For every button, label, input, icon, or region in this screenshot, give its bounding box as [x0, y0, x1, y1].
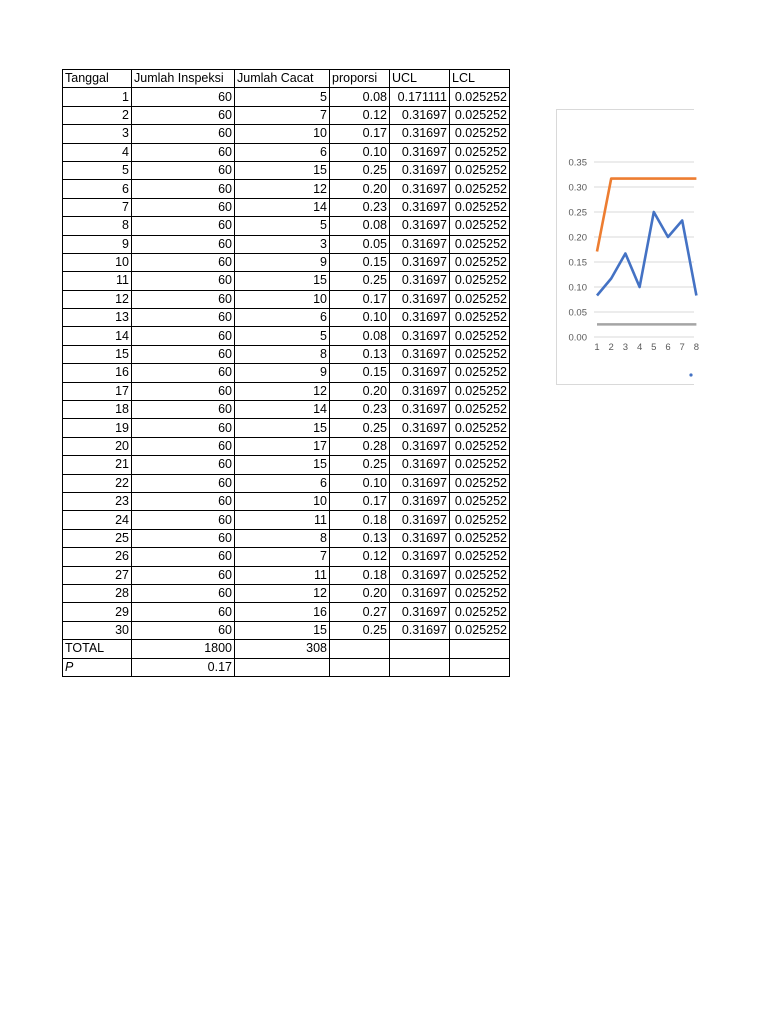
table-row: [63, 143, 510, 161]
header-lcl[interactable]: LCL: [450, 70, 510, 88]
cell-jumlah-inspeksi[interactable]: 60: [132, 474, 235, 492]
cell-tanggal[interactable]: 5: [63, 161, 132, 179]
cell-tanggal[interactable]: 17: [63, 382, 132, 400]
x-tick-label: 2: [608, 342, 614, 353]
cell-ucl[interactable]: 0.31697: [390, 603, 450, 621]
cell-empty[interactable]: [330, 640, 390, 658]
cell-jumlah-cacat[interactable]: 6: [235, 474, 330, 492]
control-chart[interactable]: [556, 109, 700, 385]
cell-tanggal[interactable]: 21: [63, 456, 132, 474]
cell-lcl[interactable]: 0.025252: [450, 253, 510, 271]
y-tick-label: 0.15: [568, 257, 587, 269]
cell-lcl[interactable]: 0.025252: [450, 548, 510, 566]
cell-ucl[interactable]: 0.31697: [390, 511, 450, 529]
chart-canvas: [557, 110, 700, 384]
cell-jumlah-cacat[interactable]: 7: [235, 548, 330, 566]
cell-jumlah-inspeksi[interactable]: 60: [132, 290, 235, 308]
header-proporsi[interactable]: proporsi: [330, 70, 390, 88]
table-row: [63, 529, 510, 547]
cell-jumlah-cacat[interactable]: 5: [235, 88, 330, 106]
cell-ucl[interactable]: 0.31697: [390, 364, 450, 382]
table-row: [63, 456, 510, 474]
cell-ucl[interactable]: 0.31697: [390, 492, 450, 510]
total-cacat[interactable]: 308: [235, 640, 330, 658]
p-value[interactable]: 0.17: [132, 658, 235, 676]
cell-tanggal[interactable]: 19: [63, 419, 132, 437]
cell-jumlah-inspeksi[interactable]: 60: [132, 88, 235, 106]
table-row: [63, 125, 510, 143]
cell-tanggal[interactable]: 8: [63, 217, 132, 235]
cell-tanggal[interactable]: 16: [63, 364, 132, 382]
x-tick-label: 3: [622, 342, 629, 353]
cell-tanggal[interactable]: 23: [63, 492, 132, 510]
table-row: [63, 382, 510, 400]
cell-proporsi[interactable]: 0.25: [330, 419, 390, 437]
cell-jumlah-cacat[interactable]: 7: [235, 106, 330, 124]
cell-lcl[interactable]: 0.025252: [450, 161, 510, 179]
cell-jumlah-inspeksi[interactable]: 60: [132, 529, 235, 547]
cell-empty[interactable]: [390, 640, 450, 658]
cell-jumlah-inspeksi[interactable]: 60: [132, 180, 235, 198]
cell-proporsi[interactable]: 0.27: [330, 603, 390, 621]
cell-jumlah-cacat[interactable]: 15: [235, 272, 330, 290]
cell-tanggal[interactable]: 13: [63, 309, 132, 327]
x-tick-label: 5: [651, 342, 657, 353]
cell-proporsi[interactable]: 0.20: [330, 180, 390, 198]
table-row: [63, 198, 510, 216]
cell-jumlah-inspeksi[interactable]: 60: [132, 548, 235, 566]
cell-proporsi[interactable]: 0.12: [330, 548, 390, 566]
cell-jumlah-inspeksi[interactable]: 60: [132, 584, 235, 602]
table-row: [63, 327, 510, 345]
y-tick-label: 0.25: [568, 207, 587, 219]
cell-jumlah-cacat[interactable]: 15: [235, 456, 330, 474]
cell-proporsi[interactable]: 0.23: [330, 401, 390, 419]
cell-lcl[interactable]: 0.025252: [450, 511, 510, 529]
cell-jumlah-inspeksi[interactable]: 60: [132, 143, 235, 161]
cell-lcl[interactable]: 0.025252: [450, 198, 510, 216]
table-row: [63, 272, 510, 290]
x-tick-label: 7: [679, 342, 685, 353]
cell-ucl[interactable]: 0.31697: [390, 382, 450, 400]
cell-proporsi[interactable]: 0.25: [330, 621, 390, 639]
cell-tanggal[interactable]: 24: [63, 511, 132, 529]
cell-ucl[interactable]: 0.31697: [390, 143, 450, 161]
cell-lcl[interactable]: 0.025252: [450, 419, 510, 437]
y-tick-label: 0.00: [568, 332, 587, 344]
cell-jumlah-cacat[interactable]: 10: [235, 492, 330, 510]
cell-ucl[interactable]: 0.31697: [390, 290, 450, 308]
cell-jumlah-cacat[interactable]: 12: [235, 584, 330, 602]
cell-proporsi[interactable]: 0.25: [330, 456, 390, 474]
cell-lcl[interactable]: 0.025252: [450, 437, 510, 455]
cell-jumlah-inspeksi[interactable]: 60: [132, 272, 235, 290]
cell-empty[interactable]: [235, 658, 330, 676]
cell-jumlah-cacat[interactable]: 11: [235, 511, 330, 529]
cell-jumlah-inspeksi[interactable]: 60: [132, 309, 235, 327]
cell-lcl[interactable]: 0.025252: [450, 143, 510, 161]
cell-lcl[interactable]: 0.025252: [450, 529, 510, 547]
cell-jumlah-inspeksi[interactable]: 60: [132, 235, 235, 253]
cell-ucl[interactable]: 0.31697: [390, 456, 450, 474]
cell-tanggal[interactable]: 3: [63, 125, 132, 143]
table-row: [63, 106, 510, 124]
cell-proporsi[interactable]: 0.18: [330, 566, 390, 584]
cell-proporsi[interactable]: 0.13: [330, 345, 390, 363]
table-row: [63, 364, 510, 382]
cell-jumlah-inspeksi[interactable]: 60: [132, 125, 235, 143]
cell-lcl[interactable]: 0.025252: [450, 327, 510, 345]
cell-jumlah-cacat[interactable]: 9: [235, 364, 330, 382]
header-ucl[interactable]: UCL: [390, 70, 450, 88]
cell-proporsi[interactable]: 0.10: [330, 309, 390, 327]
cell-tanggal[interactable]: 20: [63, 437, 132, 455]
p-label[interactable]: P: [63, 658, 132, 676]
cell-empty[interactable]: [390, 658, 450, 676]
cell-proporsi[interactable]: 0.08: [330, 217, 390, 235]
cell-jumlah-inspeksi[interactable]: 60: [132, 364, 235, 382]
cell-proporsi[interactable]: 0.08: [330, 327, 390, 345]
cell-proporsi[interactable]: 0.10: [330, 474, 390, 492]
table-row: [63, 290, 510, 308]
cell-lcl[interactable]: 0.025252: [450, 272, 510, 290]
table-row: [63, 548, 510, 566]
cell-jumlah-inspeksi[interactable]: 60: [132, 603, 235, 621]
cell-proporsi[interactable]: 0.25: [330, 161, 390, 179]
cell-jumlah-cacat[interactable]: 5: [235, 217, 330, 235]
table-row: [63, 621, 510, 639]
cell-jumlah-cacat[interactable]: 6: [235, 143, 330, 161]
cell-jumlah-cacat[interactable]: 6: [235, 309, 330, 327]
table-row: [63, 161, 510, 179]
cell-proporsi[interactable]: 0.23: [330, 198, 390, 216]
cell-ucl[interactable]: 0.31697: [390, 125, 450, 143]
cell-proporsi[interactable]: 0.20: [330, 382, 390, 400]
cell-jumlah-cacat[interactable]: 14: [235, 198, 330, 216]
cell-proporsi[interactable]: 0.17: [330, 125, 390, 143]
cell-lcl[interactable]: 0.025252: [450, 180, 510, 198]
table-row: [63, 566, 510, 584]
cell-jumlah-inspeksi[interactable]: 60: [132, 511, 235, 529]
table-row: [63, 603, 510, 621]
cell-lcl[interactable]: 0.025252: [450, 290, 510, 308]
cell-jumlah-cacat[interactable]: 3: [235, 235, 330, 253]
x-tick-label: 6: [665, 342, 671, 353]
cell-proporsi[interactable]: 0.17: [330, 492, 390, 510]
cell-ucl[interactable]: 0.31697: [390, 529, 450, 547]
cell-ucl[interactable]: 0.31697: [390, 198, 450, 216]
cell-jumlah-cacat[interactable]: 10: [235, 125, 330, 143]
cell-tanggal[interactable]: 29: [63, 603, 132, 621]
cell-proporsi[interactable]: 0.13: [330, 529, 390, 547]
cell-jumlah-cacat[interactable]: 8: [235, 529, 330, 547]
cell-ucl[interactable]: 0.31697: [390, 180, 450, 198]
legend-marker: [689, 373, 692, 376]
cell-ucl[interactable]: 0.31697: [390, 327, 450, 345]
table-row: [63, 309, 510, 327]
cell-proporsi[interactable]: 0.10: [330, 143, 390, 161]
table-row: [63, 437, 510, 455]
cell-ucl[interactable]: 0.31697: [390, 345, 450, 363]
cell-jumlah-cacat[interactable]: 12: [235, 382, 330, 400]
cell-lcl[interactable]: 0.025252: [450, 217, 510, 235]
table-row: [63, 419, 510, 437]
cell-jumlah-inspeksi[interactable]: 60: [132, 217, 235, 235]
cell-ucl[interactable]: 0.31697: [390, 309, 450, 327]
table-row: [63, 584, 510, 602]
cell-lcl[interactable]: 0.025252: [450, 584, 510, 602]
cell-jumlah-inspeksi[interactable]: 60: [132, 253, 235, 271]
cell-proporsi[interactable]: 0.15: [330, 253, 390, 271]
cell-jumlah-cacat[interactable]: 5: [235, 327, 330, 345]
cell-tanggal[interactable]: 6: [63, 180, 132, 198]
cell-tanggal[interactable]: 1: [63, 88, 132, 106]
y-tick-label: 0.20: [568, 232, 587, 244]
cell-proporsi[interactable]: 0.08: [330, 88, 390, 106]
cell-jumlah-cacat[interactable]: 9: [235, 253, 330, 271]
cell-jumlah-inspeksi[interactable]: 60: [132, 327, 235, 345]
cell-tanggal[interactable]: 9: [63, 235, 132, 253]
cell-jumlah-inspeksi[interactable]: 60: [132, 382, 235, 400]
cell-jumlah-inspeksi[interactable]: 60: [132, 492, 235, 510]
cell-lcl[interactable]: 0.025252: [450, 106, 510, 124]
x-tick-label: 4: [636, 342, 643, 353]
p-row: [63, 658, 510, 676]
cell-jumlah-inspeksi[interactable]: 60: [132, 419, 235, 437]
cell-jumlah-cacat[interactable]: 15: [235, 621, 330, 639]
cell-tanggal[interactable]: 27: [63, 566, 132, 584]
y-tick-label: 0.05: [568, 307, 587, 319]
table-row: [63, 180, 510, 198]
cell-tanggal[interactable]: 7: [63, 198, 132, 216]
cell-tanggal[interactable]: 22: [63, 474, 132, 492]
cell-tanggal[interactable]: 15: [63, 345, 132, 363]
cell-lcl[interactable]: 0.025252: [450, 125, 510, 143]
cell-jumlah-cacat[interactable]: 10: [235, 290, 330, 308]
cell-tanggal[interactable]: 4: [63, 143, 132, 161]
cell-proporsi[interactable]: 0.17: [330, 290, 390, 308]
cell-lcl[interactable]: 0.025252: [450, 88, 510, 106]
table-row: [63, 474, 510, 492]
cell-tanggal[interactable]: 14: [63, 327, 132, 345]
cell-proporsi[interactable]: 0.12: [330, 106, 390, 124]
header-tanggal[interactable]: Tanggal: [63, 70, 132, 88]
cell-lcl[interactable]: 0.025252: [450, 401, 510, 419]
cell-jumlah-inspeksi[interactable]: 60: [132, 106, 235, 124]
cell-ucl[interactable]: 0.31697: [390, 217, 450, 235]
cell-empty[interactable]: [450, 658, 510, 676]
cell-ucl[interactable]: 0.31697: [390, 621, 450, 639]
y-tick-label: 0.30: [568, 182, 587, 194]
cell-lcl[interactable]: 0.025252: [450, 364, 510, 382]
cell-lcl[interactable]: 0.025252: [450, 603, 510, 621]
cell-ucl[interactable]: 0.31697: [390, 235, 450, 253]
table-row: [63, 401, 510, 419]
cell-lcl[interactable]: 0.025252: [450, 235, 510, 253]
table-row: [63, 492, 510, 510]
cell-ucl[interactable]: 0.31697: [390, 253, 450, 271]
cell-jumlah-inspeksi[interactable]: 60: [132, 345, 235, 363]
cell-tanggal[interactable]: 25: [63, 529, 132, 547]
table-row: [63, 345, 510, 363]
series-proporsi-line: [597, 212, 696, 296]
cell-ucl[interactable]: 0.31697: [390, 419, 450, 437]
cell-tanggal[interactable]: 12: [63, 290, 132, 308]
table-row: [63, 217, 510, 235]
y-tick-label: 0.35: [568, 157, 587, 169]
cell-jumlah-inspeksi[interactable]: 60: [132, 161, 235, 179]
cell-jumlah-cacat[interactable]: 17: [235, 437, 330, 455]
cell-ucl[interactable]: 0.31697: [390, 566, 450, 584]
table-row: [63, 253, 510, 271]
header-jumlah-inspeksi[interactable]: Jumlah Inspeksi: [132, 70, 235, 88]
cell-tanggal[interactable]: 10: [63, 253, 132, 271]
cell-jumlah-inspeksi[interactable]: 60: [132, 621, 235, 639]
cell-ucl[interactable]: 0.31697: [390, 437, 450, 455]
cell-tanggal[interactable]: 2: [63, 106, 132, 124]
cell-jumlah-cacat[interactable]: 12: [235, 180, 330, 198]
cell-jumlah-inspeksi[interactable]: 60: [132, 401, 235, 419]
cell-jumlah-inspeksi[interactable]: 60: [132, 437, 235, 455]
cell-ucl[interactable]: 0.31697: [390, 106, 450, 124]
cell-ucl[interactable]: 0.31697: [390, 161, 450, 179]
cell-ucl[interactable]: 0.31697: [390, 272, 450, 290]
cell-ucl[interactable]: 0.31697: [390, 401, 450, 419]
cell-jumlah-cacat[interactable]: 15: [235, 419, 330, 437]
table-row: [63, 88, 510, 106]
header-row: [63, 70, 510, 88]
cell-proporsi[interactable]: 0.20: [330, 584, 390, 602]
cell-jumlah-cacat[interactable]: 15: [235, 161, 330, 179]
total-label[interactable]: TOTAL: [63, 640, 132, 658]
cell-proporsi[interactable]: 0.28: [330, 437, 390, 455]
cell-jumlah-inspeksi[interactable]: 60: [132, 456, 235, 474]
cell-lcl[interactable]: 0.025252: [450, 382, 510, 400]
x-tick-label: 8: [693, 342, 700, 353]
cell-ucl[interactable]: 0.171111: [390, 88, 450, 106]
cell-jumlah-cacat[interactable]: 14: [235, 401, 330, 419]
cell-proporsi[interactable]: 0.25: [330, 272, 390, 290]
series-ucl-line: [597, 179, 696, 252]
cell-lcl[interactable]: 0.025252: [450, 309, 510, 327]
header-jumlah-cacat[interactable]: Jumlah Cacat: [235, 70, 330, 88]
cell-tanggal[interactable]: 26: [63, 548, 132, 566]
cell-empty[interactable]: [450, 640, 510, 658]
y-tick-label: 0.10: [568, 282, 587, 294]
cell-lcl[interactable]: 0.025252: [450, 345, 510, 363]
cell-tanggal[interactable]: 30: [63, 621, 132, 639]
cell-proporsi[interactable]: 0.18: [330, 511, 390, 529]
cell-empty[interactable]: [330, 658, 390, 676]
cell-jumlah-cacat[interactable]: 8: [235, 345, 330, 363]
total-inspeksi[interactable]: 1800: [132, 640, 235, 658]
cell-lcl[interactable]: 0.025252: [450, 492, 510, 510]
data-table: [62, 69, 510, 677]
cell-proporsi[interactable]: 0.05: [330, 235, 390, 253]
table-row: [63, 235, 510, 253]
cell-lcl[interactable]: 0.025252: [450, 474, 510, 492]
cell-ucl[interactable]: 0.31697: [390, 474, 450, 492]
cell-jumlah-inspeksi[interactable]: 60: [132, 198, 235, 216]
total-row: [63, 640, 510, 658]
cell-lcl[interactable]: 0.025252: [450, 621, 510, 639]
cell-proporsi[interactable]: 0.15: [330, 364, 390, 382]
cell-jumlah-cacat[interactable]: 16: [235, 603, 330, 621]
cell-tanggal[interactable]: 11: [63, 272, 132, 290]
cell-jumlah-cacat[interactable]: 11: [235, 566, 330, 584]
x-tick-label: 1: [594, 342, 600, 353]
cell-tanggal[interactable]: 18: [63, 401, 132, 419]
cell-lcl[interactable]: 0.025252: [450, 456, 510, 474]
cell-ucl[interactable]: 0.31697: [390, 584, 450, 602]
cell-ucl[interactable]: 0.31697: [390, 548, 450, 566]
cell-jumlah-inspeksi[interactable]: 60: [132, 566, 235, 584]
cell-lcl[interactable]: 0.025252: [450, 566, 510, 584]
cell-tanggal[interactable]: 28: [63, 584, 132, 602]
table-row: [63, 511, 510, 529]
